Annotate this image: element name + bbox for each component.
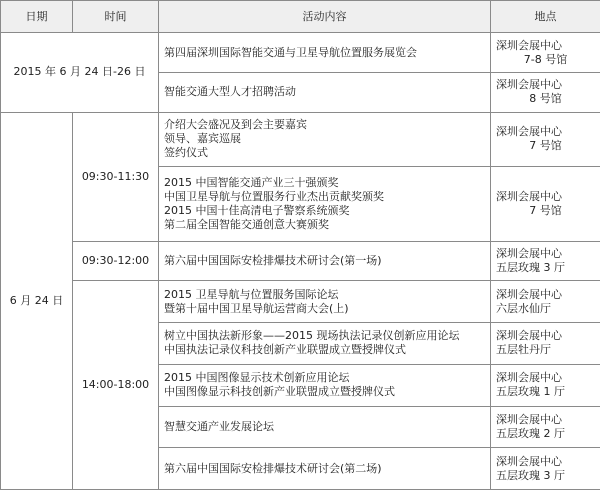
- activity-cell: [159, 323, 491, 365]
- venue-cell: [491, 281, 600, 323]
- time-cell: 09:30-11:30: [73, 112, 159, 241]
- activity-cell: [159, 33, 491, 73]
- venue-line: 深圳会展中心: [496, 78, 562, 92]
- venue-line: 深圳会展中心: [496, 412, 562, 426]
- time-cell: 09:30-12:00: [73, 241, 159, 281]
- activity-line: 智慧交通产业发展论坛: [164, 419, 274, 433]
- venue-cell: [491, 72, 600, 112]
- venue-cell: [491, 364, 600, 406]
- activity-line: 第六届中国国际安检排爆技术研讨会(第一场): [164, 254, 382, 268]
- venue-line: 五层玫瑰 1 厅: [496, 385, 565, 399]
- activity-line: 树立中国执法新形象——2015 现场执法记录仪创新应用论坛: [164, 329, 460, 343]
- venue-cell: [491, 166, 600, 241]
- venue-cell: [491, 406, 600, 448]
- date-cell: 6 月 24 日: [1, 112, 73, 489]
- activity-line: 暨第十届中国卫星导航运营商大会(上): [164, 301, 349, 315]
- time-cell: 14:00-18:00: [73, 281, 159, 490]
- venue-line: 五层玫瑰 3 厅: [496, 468, 565, 482]
- activity-cell: [159, 112, 491, 166]
- date-cell: 2015 年 6 月 24 日-26 日: [1, 33, 159, 112]
- venue-line: 五层玫瑰 2 厅: [496, 426, 565, 440]
- venue-line: 深圳会展中心: [496, 329, 562, 343]
- activity-line: 中国图像显示科技创新产业联盟成立暨授牌仪式: [164, 385, 395, 399]
- header-venue: 地点: [491, 1, 600, 33]
- venue-line: 深圳会展中心: [496, 371, 562, 385]
- activity-cell: [159, 72, 491, 112]
- activity-cell: [159, 166, 491, 241]
- activity-line: 中国执法记录仪科技创新产业联盟成立暨授牌仪式: [164, 343, 406, 357]
- venue-cell: [491, 448, 600, 490]
- activity-line: 第四届深圳国际智能交通与卫星导航位置服务展览会: [164, 45, 417, 59]
- table-row: [1, 33, 600, 73]
- venue-cell: [491, 33, 600, 73]
- activity-cell: [159, 364, 491, 406]
- venue-line: 深圳会展中心: [496, 247, 562, 261]
- venue-line: 深圳会展中心: [496, 454, 562, 468]
- venue-line: 五层玫瑰 3 厅: [496, 261, 565, 275]
- activity-line: 智能交通大型人才招聘活动: [164, 85, 296, 99]
- header-activity: 活动内容: [159, 1, 491, 33]
- header-row: [1, 1, 600, 33]
- header-time: 时间: [73, 1, 159, 33]
- activity-line: 第六届中国国际安检排爆技术研讨会(第二场): [164, 461, 382, 475]
- activity-line: 2015 中国十佳高清电子警察系统颁奖: [164, 203, 350, 217]
- venue-line: 深圳会展中心: [496, 125, 562, 139]
- activity-line: 第二届全国智能交通创意大赛颁奖: [164, 217, 329, 231]
- venue-cell: [491, 112, 600, 166]
- venue-line: 五层牡丹厅: [496, 343, 551, 357]
- activity-cell: [159, 448, 491, 490]
- venue-cell: [491, 323, 600, 365]
- activity-cell: [159, 241, 491, 281]
- activity-line: 签约仪式: [164, 146, 208, 160]
- venue-line: 7 号馆: [529, 203, 562, 217]
- venue-line: 7 号馆: [529, 139, 562, 153]
- activity-line: 中国卫星导航与位置服务行业杰出贡献奖颁奖: [164, 189, 384, 203]
- header-date: 日期: [1, 1, 73, 33]
- venue-line: 深圳会展中心: [496, 38, 562, 52]
- activity-line: 2015 卫星导航与位置服务国际论坛: [164, 287, 339, 301]
- venue-cell: [491, 241, 600, 281]
- activity-line: 领导、嘉宾巡展: [164, 132, 241, 146]
- table-row: [1, 281, 600, 323]
- venue-line: 六层水仙厅: [496, 301, 551, 315]
- venue-line: 深圳会展中心: [496, 287, 562, 301]
- activity-cell: [159, 281, 491, 323]
- activity-cell: [159, 406, 491, 448]
- activity-line: 2015 中国智能交通产业三十强颁奖: [164, 175, 339, 189]
- table-row: [1, 241, 600, 281]
- venue-line: 8 号馆: [529, 92, 562, 106]
- activity-line: 2015 中国图像显示技术创新应用论坛: [164, 371, 350, 385]
- activity-line: 介绍大会盛况及到会主要嘉宾: [164, 118, 307, 132]
- venue-line: 深圳会展中心: [496, 189, 562, 203]
- venue-line: 7-8 号馆: [523, 52, 568, 66]
- table-row: [1, 112, 600, 166]
